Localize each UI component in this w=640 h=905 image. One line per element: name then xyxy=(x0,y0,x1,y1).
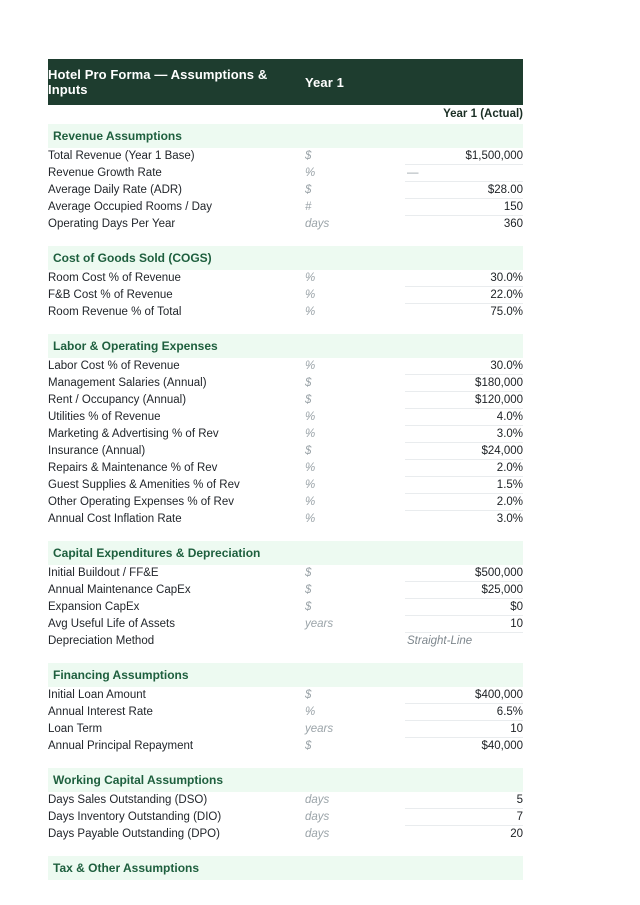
row-label: Revenue Growth Rate xyxy=(48,165,305,182)
row-label: Annual Interest Rate xyxy=(48,704,305,721)
row-unit: $ xyxy=(305,148,405,165)
row-unit: # xyxy=(305,199,405,216)
row-unit: % xyxy=(305,460,405,477)
row-label: Total Revenue (Year 1 Base) xyxy=(48,148,305,165)
row-label: Room Revenue % of Total xyxy=(48,304,305,321)
row-label: Utilities % of Revenue xyxy=(48,409,305,426)
section-title: Labor & Operating Expenses xyxy=(48,334,305,358)
table-row xyxy=(48,409,523,426)
row-label: Days Inventory Outstanding (DIO) xyxy=(48,809,305,826)
table-row xyxy=(48,182,523,199)
row-value[interactable]: 360 xyxy=(405,216,523,233)
section-header-unit-cell xyxy=(305,663,405,687)
row-unit: % xyxy=(305,477,405,494)
section-header-unit-cell xyxy=(305,541,405,565)
section-header-value-cell xyxy=(405,856,523,880)
row-unit: days xyxy=(305,216,405,233)
row-label: Annual Maintenance CapEx xyxy=(48,582,305,599)
row-label: Guest Supplies & Amenities % of Rev xyxy=(48,477,305,494)
section-spacer-cell xyxy=(48,527,523,541)
row-value[interactable]: $40,000 xyxy=(405,738,523,755)
section-spacer xyxy=(48,232,523,246)
row-value[interactable]: 4.0% xyxy=(405,409,523,426)
column-header-year1-actual: Year 1 (Actual) xyxy=(405,105,523,124)
table-row xyxy=(48,721,523,738)
row-unit: % xyxy=(305,165,405,182)
table-row xyxy=(48,633,523,650)
row-label: Annual Principal Repayment xyxy=(48,738,305,755)
row-label: Operating Days Per Year xyxy=(48,216,305,233)
section-header-unit-cell xyxy=(305,124,405,148)
section-spacer xyxy=(48,320,523,334)
section-spacer xyxy=(48,754,523,768)
row-value[interactable]: $180,000 xyxy=(405,375,523,392)
table-body xyxy=(48,59,523,880)
row-value[interactable]: 150 xyxy=(405,199,523,216)
section-header-row xyxy=(48,856,523,880)
section-title: Working Capital Assumptions xyxy=(48,768,305,792)
section-title: Financing Assumptions xyxy=(48,663,305,687)
row-label: Loan Term xyxy=(48,721,305,738)
section-title: Capital Expenditures & Depreciation xyxy=(48,541,305,565)
row-label: Management Salaries (Annual) xyxy=(48,375,305,392)
row-unit: $ xyxy=(305,687,405,704)
table-row xyxy=(48,270,523,287)
row-unit: days xyxy=(305,826,405,843)
row-label: F&B Cost % of Revenue xyxy=(48,287,305,304)
row-value[interactable]: 5 xyxy=(405,792,523,809)
section-header-row xyxy=(48,246,523,270)
row-unit: $ xyxy=(305,599,405,616)
row-unit: years xyxy=(305,616,405,633)
row-value[interactable]: $1,500,000 xyxy=(405,148,523,165)
row-label: Average Daily Rate (ADR) xyxy=(48,182,305,199)
section-header-value-cell xyxy=(405,663,523,687)
table-row xyxy=(48,599,523,616)
row-label: Insurance (Annual) xyxy=(48,443,305,460)
section-header-row xyxy=(48,334,523,358)
section-header-unit-cell xyxy=(305,768,405,792)
row-unit: % xyxy=(305,409,405,426)
row-unit: $ xyxy=(305,565,405,582)
row-label: Days Sales Outstanding (DSO) xyxy=(48,792,305,809)
row-value[interactable]: $25,000 xyxy=(405,582,523,599)
table-row xyxy=(48,809,523,826)
table-row xyxy=(48,565,523,582)
section-spacer-cell xyxy=(48,754,523,768)
section-header-row xyxy=(48,663,523,687)
row-value[interactable]: 3.0% xyxy=(405,511,523,528)
row-unit: % xyxy=(305,304,405,321)
table-row xyxy=(48,148,523,165)
row-unit: % xyxy=(305,494,405,511)
row-label: Initial Buildout / FF&E xyxy=(48,565,305,582)
table-row xyxy=(48,704,523,721)
section-spacer-cell xyxy=(48,232,523,246)
table-row xyxy=(48,738,523,755)
row-value[interactable]: 6.5% xyxy=(405,704,523,721)
row-unit: % xyxy=(305,704,405,721)
table-row xyxy=(48,358,523,375)
row-label: Avg Useful Life of Assets xyxy=(48,616,305,633)
section-title: Tax & Other Assumptions xyxy=(48,856,305,880)
table-row xyxy=(48,792,523,809)
table-row xyxy=(48,287,523,304)
row-label: Expansion CapEx xyxy=(48,599,305,616)
row-unit: % xyxy=(305,358,405,375)
table-row xyxy=(48,477,523,494)
section-header-value-cell xyxy=(405,768,523,792)
row-unit: years xyxy=(305,721,405,738)
subhead-spacer-label xyxy=(48,105,305,124)
table-row xyxy=(48,460,523,477)
table-row xyxy=(48,687,523,704)
row-label: Other Operating Expenses % of Rev xyxy=(48,494,305,511)
table-row xyxy=(48,426,523,443)
title-year-label: Year 1 xyxy=(305,59,523,105)
row-unit: % xyxy=(305,287,405,304)
table-row xyxy=(48,216,523,233)
row-unit: $ xyxy=(305,582,405,599)
row-value[interactable]: 3.0% xyxy=(405,426,523,443)
row-value[interactable]: $400,000 xyxy=(405,687,523,704)
row-label: Days Payable Outstanding (DPO) xyxy=(48,826,305,843)
column-header-row xyxy=(48,105,523,124)
subhead-spacer-unit xyxy=(305,105,405,124)
row-unit: $ xyxy=(305,392,405,409)
row-value[interactable]: 1.5% xyxy=(405,477,523,494)
row-unit: $ xyxy=(305,443,405,460)
row-label: Depreciation Method xyxy=(48,633,305,650)
section-title: Cost of Goods Sold (COGS) xyxy=(48,246,305,270)
row-value[interactable]: $28.00 xyxy=(405,182,523,199)
row-label: Initial Loan Amount xyxy=(48,687,305,704)
section-header-unit-cell xyxy=(305,334,405,358)
row-value[interactable]: 2.0% xyxy=(405,494,523,511)
row-unit: % xyxy=(305,270,405,287)
row-value[interactable]: $500,000 xyxy=(405,565,523,582)
page-title: Hotel Pro Forma — Assumptions & Inputs xyxy=(48,59,305,105)
row-value[interactable]: 22.0% xyxy=(405,287,523,304)
table-row xyxy=(48,494,523,511)
row-label: Rent / Occupancy (Annual) xyxy=(48,392,305,409)
section-spacer-cell xyxy=(48,320,523,334)
row-value[interactable]: $120,000 xyxy=(405,392,523,409)
row-value[interactable]: $0 xyxy=(405,599,523,616)
table-row xyxy=(48,165,523,182)
row-value[interactable]: 20 xyxy=(405,826,523,843)
row-label: Repairs & Maintenance % of Rev xyxy=(48,460,305,477)
section-header-row xyxy=(48,768,523,792)
row-unit: $ xyxy=(305,375,405,392)
section-header-value-cell xyxy=(405,541,523,565)
section-header-value-cell xyxy=(405,124,523,148)
row-label: Room Cost % of Revenue xyxy=(48,270,305,287)
row-label: Marketing & Advertising % of Rev xyxy=(48,426,305,443)
row-value[interactable]: 2.0% xyxy=(405,460,523,477)
section-header-value-cell xyxy=(405,246,523,270)
table-row xyxy=(48,199,523,216)
table-row xyxy=(48,826,523,843)
section-header-unit-cell xyxy=(305,856,405,880)
section-spacer xyxy=(48,649,523,663)
row-unit: $ xyxy=(305,738,405,755)
row-value[interactable]: 10 xyxy=(405,721,523,738)
row-value[interactable]: — xyxy=(405,165,523,182)
table-row xyxy=(48,511,523,528)
row-unit: $ xyxy=(305,182,405,199)
row-unit: days xyxy=(305,792,405,809)
row-value[interactable]: 30.0% xyxy=(405,270,523,287)
table-row xyxy=(48,443,523,460)
section-header-row xyxy=(48,124,523,148)
section-spacer-cell xyxy=(48,649,523,663)
section-spacer xyxy=(48,842,523,856)
row-unit: % xyxy=(305,426,405,443)
row-unit: % xyxy=(305,511,405,528)
row-value[interactable]: 30.0% xyxy=(405,358,523,375)
table-row xyxy=(48,582,523,599)
section-header-value-cell xyxy=(405,334,523,358)
row-unit: days xyxy=(305,809,405,826)
table-row xyxy=(48,304,523,321)
section-spacer xyxy=(48,527,523,541)
row-value[interactable]: $24,000 xyxy=(405,443,523,460)
row-value[interactable]: 75.0% xyxy=(405,304,523,321)
table-row xyxy=(48,375,523,392)
row-value[interactable]: 7 xyxy=(405,809,523,826)
row-label: Average Occupied Rooms / Day xyxy=(48,199,305,216)
proforma-sheet xyxy=(48,59,523,880)
assumptions-table xyxy=(48,59,523,880)
table-row xyxy=(48,392,523,409)
row-unit xyxy=(305,633,405,650)
row-value[interactable]: 10 xyxy=(405,616,523,633)
row-value[interactable]: Straight-Line xyxy=(405,633,523,650)
row-label: Labor Cost % of Revenue xyxy=(48,358,305,375)
section-header-row xyxy=(48,541,523,565)
row-label: Annual Cost Inflation Rate xyxy=(48,511,305,528)
section-title: Revenue Assumptions xyxy=(48,124,305,148)
section-spacer-cell xyxy=(48,842,523,856)
section-header-unit-cell xyxy=(305,246,405,270)
title-bar-row xyxy=(48,59,523,105)
table-row xyxy=(48,616,523,633)
